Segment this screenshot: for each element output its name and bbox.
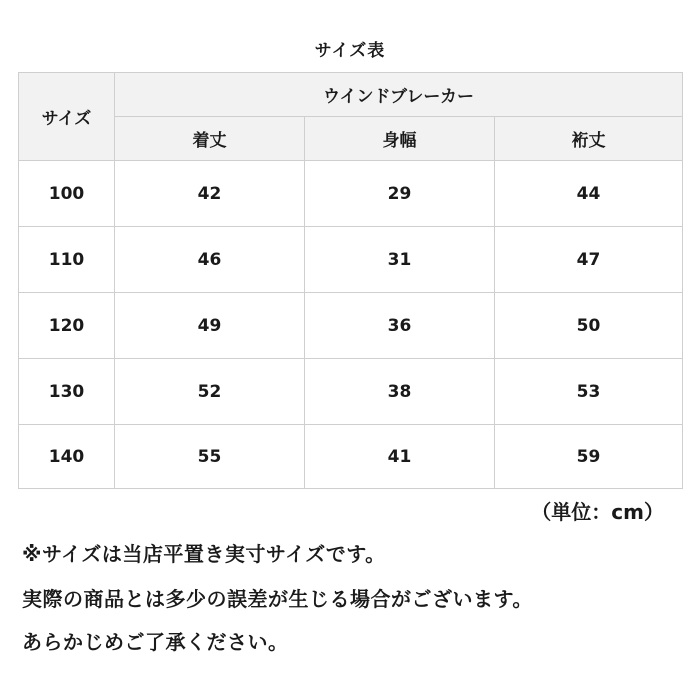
column-header-width: 身幅 <box>305 117 495 161</box>
table-row <box>19 359 683 425</box>
width-cell: 29 <box>305 161 495 227</box>
size-cell: 140 <box>19 425 115 489</box>
width-cell: 38 <box>305 359 495 425</box>
column-header-sleeve: 裄丈 <box>495 117 683 161</box>
note-line-2: 実際の商品とは多少の誤差が生じる場合がございます。 <box>22 587 533 611</box>
width-cell: 36 <box>305 293 495 359</box>
table-row <box>19 425 683 489</box>
size-cell: 120 <box>19 293 115 359</box>
length-cell: 55 <box>115 425 305 489</box>
size-chart-table <box>18 72 683 489</box>
size-cell: 130 <box>19 359 115 425</box>
length-cell: 49 <box>115 293 305 359</box>
length-cell: 46 <box>115 227 305 293</box>
size-header-cell: サイズ <box>19 73 115 161</box>
size-cell: 110 <box>19 227 115 293</box>
note-line-1: ※サイズは当店平置き実寸サイズです。 <box>22 542 386 566</box>
table-row <box>19 161 683 227</box>
length-cell: 52 <box>115 359 305 425</box>
note-line-3: あらかじめご了承ください。 <box>22 630 289 654</box>
table-title: サイズ表 <box>314 41 386 61</box>
sleeve-cell: 44 <box>495 161 683 227</box>
group-header-cell: ウインドブレーカー <box>115 73 683 117</box>
width-cell: 41 <box>305 425 495 489</box>
table-row <box>19 293 683 359</box>
sleeve-cell: 47 <box>495 227 683 293</box>
sleeve-cell: 59 <box>495 425 683 489</box>
unit-label: （単位：cm） <box>531 500 664 524</box>
table-row <box>19 227 683 293</box>
sleeve-cell: 50 <box>495 293 683 359</box>
width-cell: 31 <box>305 227 495 293</box>
size-cell: 100 <box>19 161 115 227</box>
length-cell: 42 <box>115 161 305 227</box>
column-header-length: 着丈 <box>115 117 305 161</box>
sleeve-cell: 53 <box>495 359 683 425</box>
